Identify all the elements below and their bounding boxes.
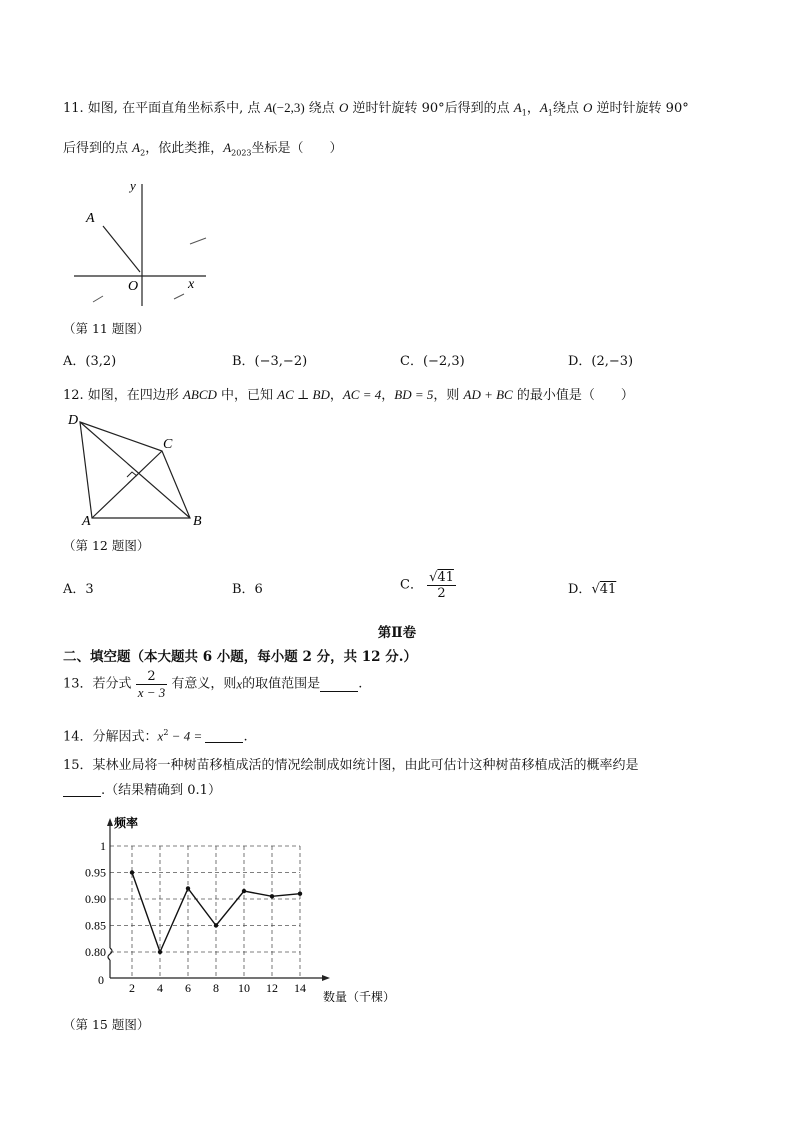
fraction-sqrt41-over-2: $\frac{√41}{2}$ [429,570,454,601]
q11-option-d[interactable]: D．(2,−3) [568,354,634,369]
x-axis-arrow-icon [322,975,330,981]
q13-stem: 13．若分式 $\frac{2}{x - 3}$ 有意义，则x的取值范围是 . [63,669,363,700]
q11-figure [68,172,216,310]
faint-segment-2 [93,296,103,302]
q14-answer-blank[interactable] [205,728,243,743]
x-axis-title: 数量（千棵） [323,990,396,1002]
x-tick-label-3: 8 [213,981,219,995]
q15-answer-blank[interactable] [63,782,101,797]
q14-stem: 14．分解因式：$x^2 - 4$ = . [63,728,248,745]
y-tick-label-2: 0.90 [85,892,106,906]
y-tick-label-1: 0.95 [85,865,106,880]
fig-label-D: D [68,413,79,428]
data-point-2 [186,886,190,890]
q11-line-2: 后得到的点 $A_2$，依此类推，$A_{2023}$坐标是（ ） [63,140,343,158]
x-tick-label-1: 4 [157,981,163,995]
sqrt-icon: √ [429,570,438,585]
q11-option-c[interactable]: C．(−2,3) [400,354,465,369]
data-point-6 [298,892,302,896]
segment-OA [103,226,140,272]
y-tick-label-4: 0.80 [85,945,106,959]
q12-caption: （第 12 题图） [63,538,150,553]
q15-caption: （第 15 题图） [63,1017,150,1032]
faint-segment-3 [174,294,184,299]
fig-label-x: x [188,277,195,292]
q12-option-b[interactable]: B．6 [232,582,263,597]
q15-line-chart [64,810,414,1002]
q13-answer-blank[interactable] [320,677,358,692]
diagonal-BD [80,422,190,518]
q11-option-a[interactable]: A．(3,2) [63,354,117,369]
q12-option-d[interactable]: D．√41 [568,582,617,597]
fig-label-y: y [130,178,136,193]
y-axis-title: 频率 [114,816,139,830]
data-point-1 [158,950,162,954]
section-title: 第Ⅱ卷 [377,625,417,641]
fig-label-C: C [163,437,173,452]
data-point-5 [270,894,274,898]
y-axis-arrow-icon [107,818,113,826]
x-tick-label-5: 12 [266,981,278,995]
fig-label-A: A [82,514,91,529]
fraction-2-over-x-minus-3: $\frac{2}{x - 3}$ [137,669,166,700]
faint-segment-1 [190,238,206,244]
fig-label-B: B [193,514,202,529]
x-tick-label-6: 14 [294,981,306,995]
x-tick-label-2: 6 [185,981,191,995]
q15-line-2: .（结果精确到 0.1） [63,782,221,800]
q11-option-b[interactable]: B．(−3,−2) [232,354,308,369]
y-tick-label-3: 0.85 [85,918,106,933]
origin-label: 0 [98,973,104,987]
q11-caption: （第 11 题图） [63,321,150,336]
y-tick-label-0: 1 [100,839,106,853]
fig-label-O: O [128,279,139,294]
q12-figure [64,408,214,530]
x-tick-label-0: 2 [129,981,135,995]
x-tick-label-4: 10 [238,981,250,995]
q12-option-a[interactable]: A．3 [63,582,94,597]
section-heading: 二、填空题（本大题共 6 小题，每小题 2 分，共 12 分.） [63,649,417,665]
fig-label-A: A [86,211,95,226]
q15-line-1: 15．某林业局将一种树苗移植成活的情况绘制成如统计图，由此可估计这种树苗移植成活的概率约是 [63,758,639,773]
data-point-0 [130,870,134,874]
q12-stem: 12. 如图，在四边形 ABCD 中，已知 AC ⊥ BD，AC = 4，BD = 5，则 AD + BC 的最小值是（ ） [63,387,634,403]
q11-line-1: 11. 如图, 在平面直角坐标系中, 点 A(−2,3) 绕点 O 逆时针旋转 90°后得到的点 $A_1$，$A_1$绕点 O 逆时针旋转 90° [63,100,689,118]
y-axis-break-icon [108,948,112,960]
data-point-3 [214,923,218,927]
sqrt-icon: √ [591,582,600,597]
q12-option-c[interactable]: C． $\frac{√41}{2}$ [400,570,454,601]
data-point-4 [242,889,246,893]
